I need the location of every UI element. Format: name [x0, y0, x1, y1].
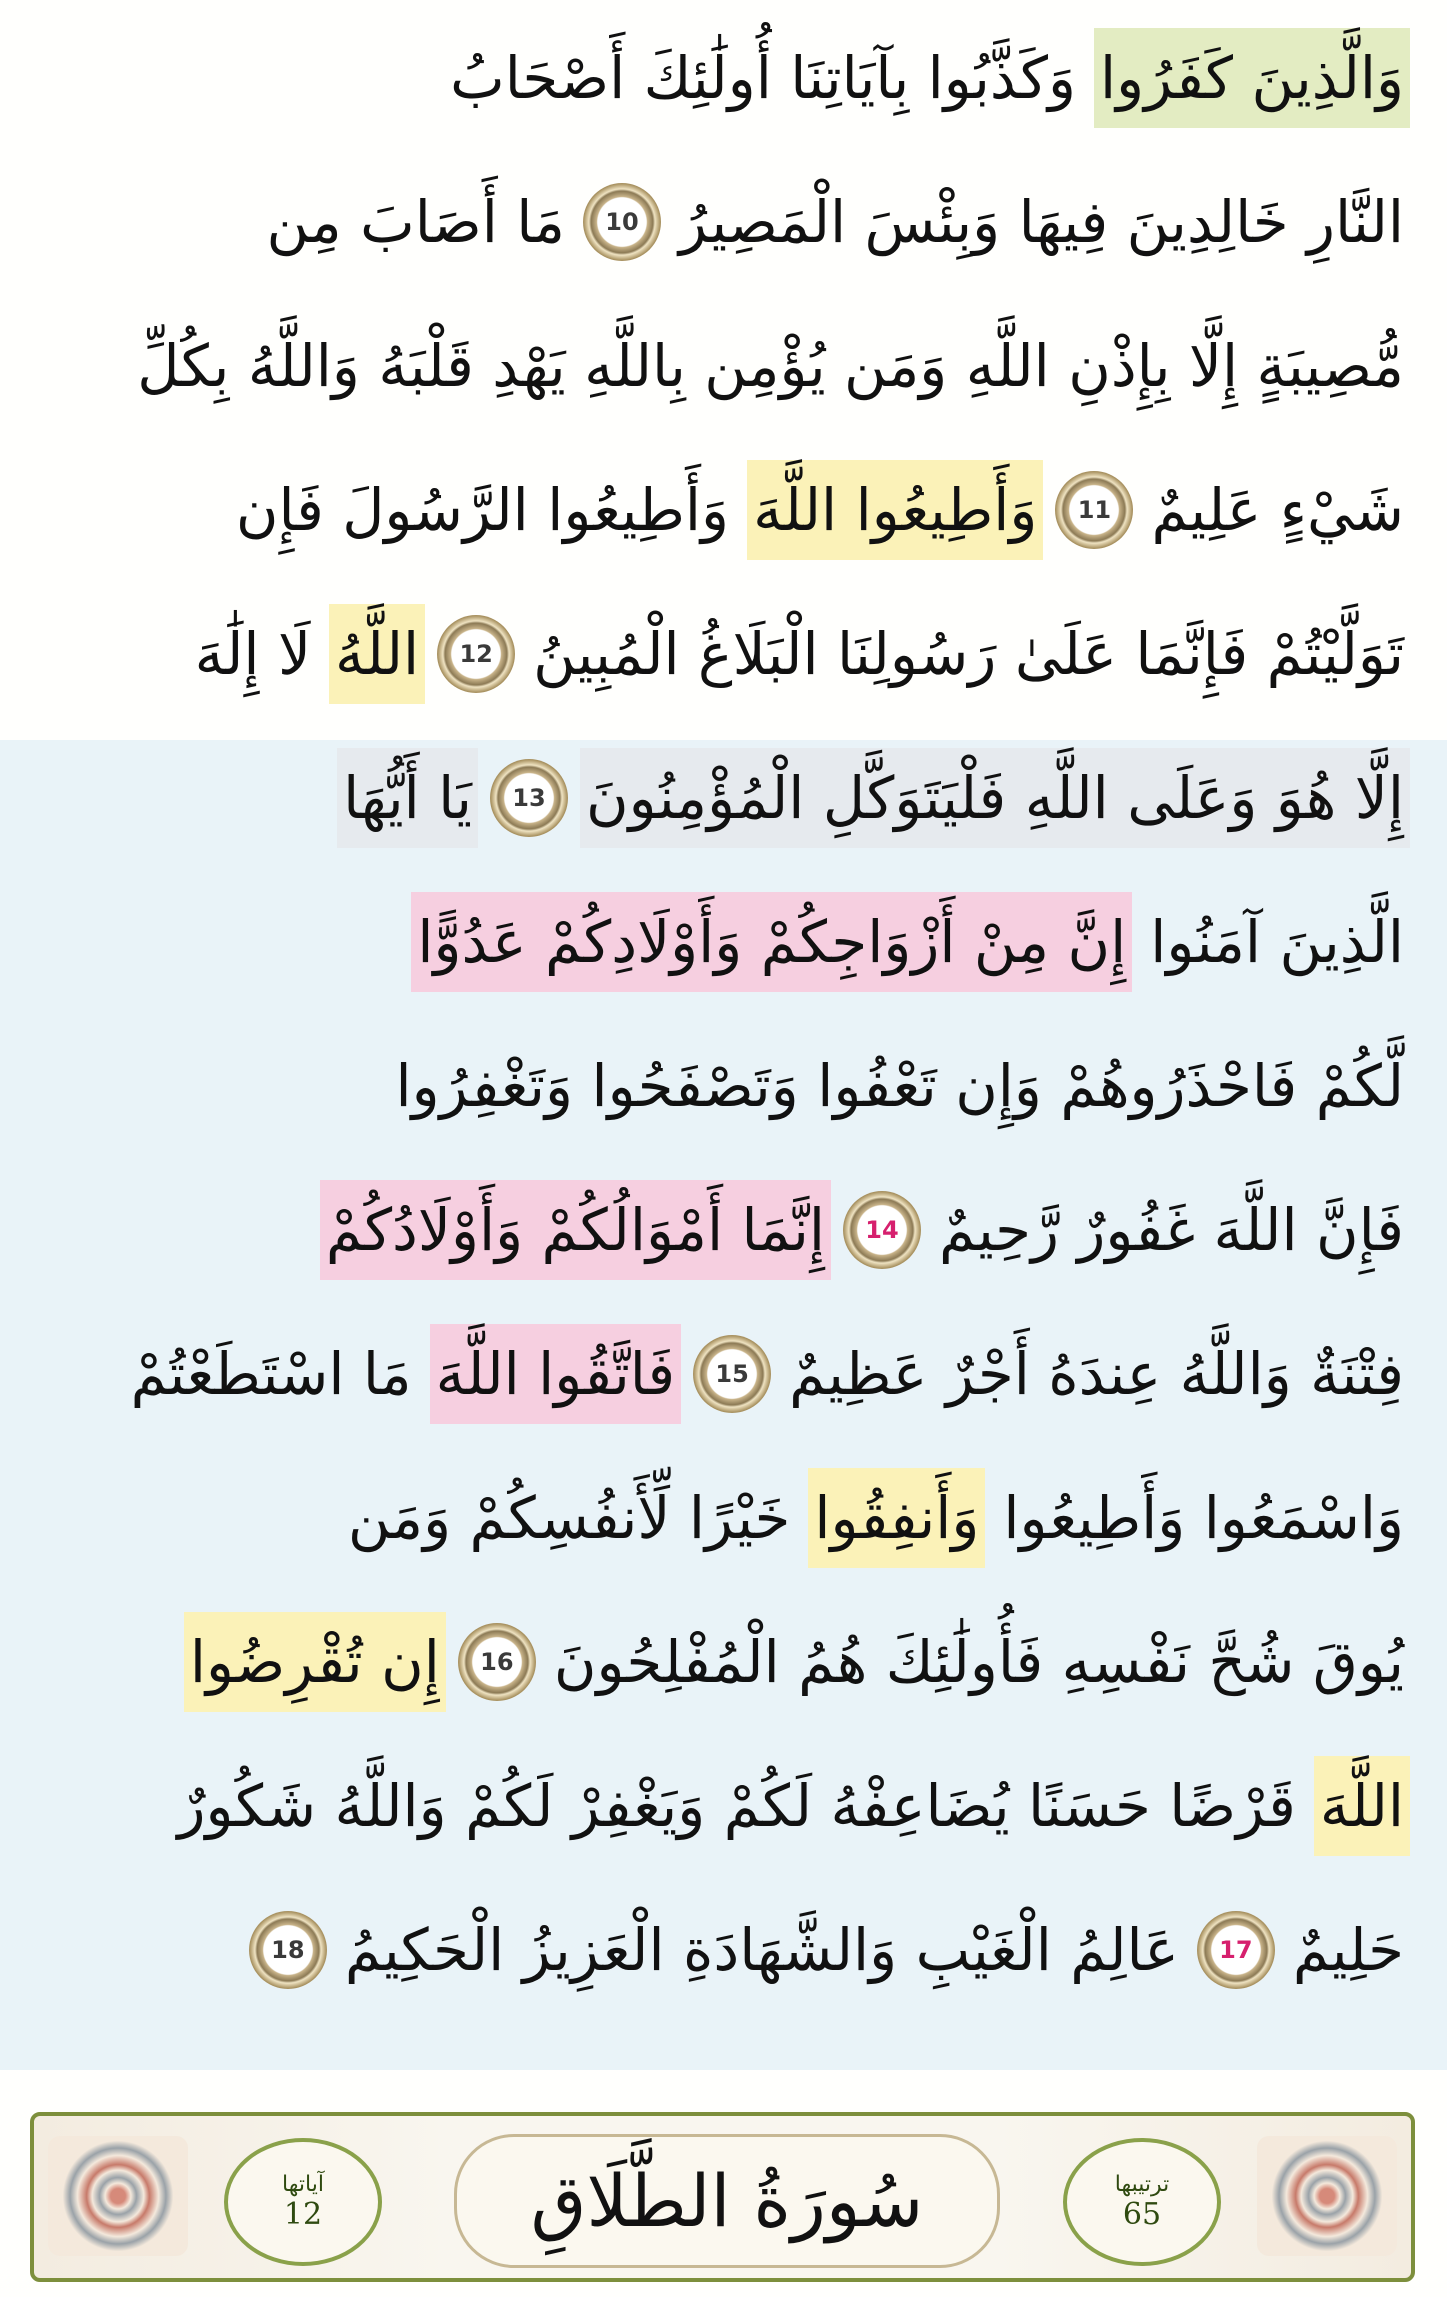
surah-order-medallion: [1063, 2138, 1221, 2266]
verse-text: مَا اسْتَطَعْتُمْ: [130, 1340, 412, 1408]
verse-text: وَكَذَّبُوا بِآيَاتِنَا أُولَٰئِكَ أَصْحَابُ: [450, 44, 1076, 112]
verse-text: لَا إِلَٰهَ: [194, 620, 312, 688]
verse-text: فَإِنَّ اللَّهَ غَفُورٌ رَّحِيمٌ: [939, 1196, 1404, 1264]
verse-line: [40, 1324, 1410, 1424]
verse-text: وَاسْمَعُوا وَأَطِيعُوا: [1003, 1484, 1404, 1552]
decorative-ornament-icon: [48, 2136, 188, 2256]
verse-line: [40, 1756, 1410, 1856]
verse-text: الَّذِينَ آمَنُوا: [1150, 908, 1404, 976]
highlighted-verse-text: يَا أَيُّهَا: [337, 748, 478, 848]
verse-text: النَّارِ خَالِدِينَ فِيهَا وَبِئْسَ الْمَصِيرُ: [679, 188, 1404, 256]
verses-label: آياتها: [282, 2172, 324, 2197]
verse-text: شَيْءٍ عَلِيمٌ: [1151, 476, 1404, 544]
verse-line: [40, 1900, 1410, 2000]
verse-text: فِتْنَةٌ وَاللَّهُ عِندَهُ أَجْرٌ عَظِيمٌ: [789, 1340, 1404, 1408]
order-number: 65: [1122, 2197, 1162, 2232]
highlighted-verse-text: اللَّهُ: [329, 604, 425, 704]
verse-line: [40, 1180, 1410, 1280]
ayah-number: 17: [1219, 1936, 1253, 1964]
surah-title: سُورَةُ الطَّلَاقِ: [454, 2134, 1000, 2268]
verse-line: [40, 748, 1410, 848]
ayah-number-marker: [583, 183, 661, 261]
ayah-number: 16: [480, 1648, 514, 1676]
verse-line: [40, 28, 1410, 128]
verse-text: يُوقَ شُحَّ نَفْسِهِ فَأُولَٰئِكَ هُمُ الْمُفْلِحُونَ: [553, 1628, 1404, 1696]
verse-line: [40, 1036, 1410, 1136]
ayah-number-marker: [249, 1911, 327, 1989]
verse-line: [40, 460, 1410, 560]
ayah-number-marker: [843, 1191, 921, 1269]
ayah-number: 12: [459, 640, 493, 668]
ayah-number-marker: [458, 1623, 536, 1701]
ayah-number: 10: [605, 208, 639, 236]
verse-text: تَوَلَّيْتُمْ فَإِنَّمَا عَلَىٰ رَسُولِنَا الْبَلَاغُ الْمُبِينُ: [533, 620, 1404, 688]
verse-text: عَالِمُ الْغَيْبِ وَالشَّهَادَةِ الْعَزِيزُ الْحَكِيمُ: [344, 1916, 1179, 1984]
ayah-number: 13: [512, 784, 546, 812]
ayah-number-marker: [693, 1335, 771, 1413]
verse-line: [40, 316, 1410, 416]
verse-text: قَرْضًا حَسَنًا يُضَاعِفْهُ لَكُمْ وَيَغْفِرْ لَكُمْ وَاللَّهُ شَكُورٌ: [177, 1772, 1296, 1840]
verse-text: مُّصِيبَةٍ إِلَّا بِإِذْنِ اللَّهِ وَمَن يُؤْمِن بِاللَّهِ يَهْدِ قَلْبَهُ وَاللَّهُ بِكُلِّ: [137, 332, 1404, 400]
ayah-number-marker: [490, 759, 568, 837]
highlighted-verse-text: اللَّهَ: [1314, 1756, 1410, 1856]
order-label: ترتيبها: [1114, 2172, 1170, 2197]
verse-line: [40, 1612, 1410, 1712]
highlighted-verse-text: فَاتَّقُوا اللَّهَ: [430, 1324, 681, 1424]
verse-text: وَأَطِيعُوا الرَّسُولَ فَإِن: [235, 476, 730, 544]
highlighted-verse-text: إِنَّمَا أَمْوَالُكُمْ وَأَوْلَادُكُمْ: [320, 1180, 831, 1280]
highlighted-verse-text: وَأَطِيعُوا اللَّهَ: [747, 460, 1043, 560]
ayah-number: 18: [271, 1936, 305, 1964]
verse-text: حَلِيمٌ: [1292, 1916, 1404, 1984]
highlighted-verse-text: وَأَنفِقُوا: [808, 1468, 985, 1568]
verses-number: 12: [283, 2197, 323, 2232]
decorative-ornament-icon: [1257, 2136, 1397, 2256]
ayah-number: 15: [715, 1360, 749, 1388]
verses-count-medallion: [224, 2138, 382, 2266]
verse-line: [40, 172, 1410, 272]
highlighted-verse-text: وَالَّذِينَ كَفَرُوا: [1094, 28, 1410, 128]
verse-text: خَيْرًا لِّأَنفُسِكُمْ وَمَن: [347, 1484, 791, 1552]
ayah-number-marker: [1197, 1911, 1275, 1989]
verse-text: مَا أَصَابَ مِن: [266, 188, 565, 256]
verse-text: لَّكُمْ فَاحْذَرُوهُمْ وَإِن تَعْفُوا وَتَصْفَحُوا وَتَغْفِرُوا: [395, 1052, 1404, 1120]
ayah-number-marker: [437, 615, 515, 693]
highlighted-verse-text: إِلَّا هُوَ وَعَلَى اللَّهِ فَلْيَتَوَكَّلِ الْمُؤْمِنُونَ: [580, 748, 1410, 848]
surah-footer-banner: [30, 2112, 1415, 2282]
ayah-number: 11: [1077, 496, 1112, 524]
verse-line: [40, 1468, 1410, 1568]
ayah-number-marker: [1055, 471, 1133, 549]
verse-line: [40, 892, 1410, 992]
highlighted-verse-text: إِنَّ مِنْ أَزْوَاجِكُمْ وَأَوْلَادِكُمْ عَدُوًّا: [411, 892, 1132, 992]
highlighted-verse-text: إِن تُقْرِضُوا: [184, 1612, 446, 1712]
verse-line: [40, 604, 1410, 704]
ayah-number: 14: [865, 1216, 899, 1244]
